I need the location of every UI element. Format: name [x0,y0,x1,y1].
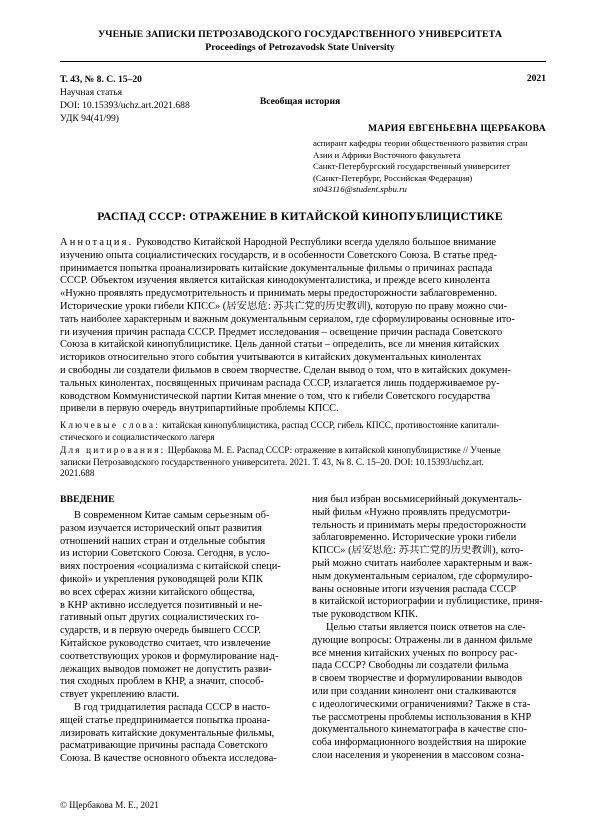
citation: Для цитирования: Щербакова М. Е. Распад СССР: отражение в китайской кинопублицистике // Ученые записки Петрозаводского государственного университета. 2021. Т. 43, № 8. С. 15–20. DOI: 10.15393/uchz.art. 2021.688 [60,445,546,480]
abstract-line: привели в первую очередь внутрипартийные проблемы КПСС. [60,403,339,415]
keywords-line: стического и социалистического лагеря [60,431,215,442]
paragraph-line: разом изучается исторический опыт развития [60,522,262,534]
paragraph-line: все мнения китайских ученых по вопросу рас- [312,647,518,659]
citation-line: записки Петрозаводского государственного университета. 2021. Т. 43, № 8. С. 15–20. DOI: 10.15393/uchz.art. [60,456,484,467]
paragraph-line: сударств, и в первую очередь бывшего СССР. [60,625,262,637]
paragraph-line: документального кинематографа в качестве спо- [312,724,527,736]
paragraph-line: с идеологическими ограничениями? Также в ста- [312,698,531,710]
paragraph-line: ным документальным сериалом, где сформулиро- [312,570,533,582]
article-type: Научная статья [60,87,123,98]
paragraph-line: расматривающие причины распада Советского [60,740,268,752]
affiliation-line: аспирант кафедры теории общественного развития стран [313,138,528,148]
citation-label: Для цитирования: [60,445,166,455]
paragraph-line: В год тридцатилетия распада СССР в насто- [74,701,270,713]
abstract-line: изучению опыта социалистических государств, и в особенности Советского Союза. В статье пред- [60,249,497,261]
article-title: РАСПАД СССР: ОТРАЖЕНИЕ В КИТАЙСКОЙ КИНОПУБЛИЦИСТИКЕ [97,210,503,223]
paragraph-line: тье рассмотрены проблемы использования в КНР [312,711,532,723]
paragraph-line: фикой» и укрепления руководящей роли КПК [60,573,263,585]
paragraph-line: ния был избран восьмисерийный документаль- [312,494,522,505]
paragraph-line: ваны основные итоги изучения распада СССР [312,583,517,595]
section-heading-intro: ВВЕДЕНИЕ [60,494,115,505]
paragraph-line: или при создании кинолент они сталкиваются [312,685,517,697]
paragraph-line: Китайское руководство считает, что извлечение [60,637,271,649]
section-name: Всеобщая история [259,96,341,107]
paragraph-line: гативный опыт других социалистических го- [60,612,260,624]
udk: УДК 94(41/99) [60,113,119,124]
affiliation-line: Азии и Африки Восточного факультета [313,149,461,160]
paragraph-line: Союза. В качестве основного объекта исследова- [60,753,277,765]
keywords: Ключевые слова: китайская кинопублицистика, распад СССР, гибель КПСС, противостояние капитали- стического и социалистического лагеря [60,420,546,443]
abstract-line-0: Аннотация. Руководство Китайской Народной Республики всегда уделяло большое внимание [60,237,496,248]
paragraph-line: ящей статье предпринимается попытка проана- [60,714,271,726]
paragraph-line: Целью статьи является поиск ответов на сле- [326,621,526,633]
paragraph-line: заблаговременно. Исторические уроки гибели [312,532,517,544]
author-email[interactable]: st043116@student.spbu.ru [313,184,407,194]
header-divider [60,61,546,62]
abstract-line: СССР. Объектом изучения является китайская кинодокументалистика, и прежде всего кинолента [60,275,491,287]
paragraph-line: ствует укреплению власти. [60,689,180,701]
right-column [312,494,548,763]
abstract-line: историков относительно этого события учитываются в китайских документальных кинолентах [60,352,482,364]
author-name: МАРИЯ ЕВГЕНЬЕВНА ЩЕРБАКОВА [368,123,546,134]
paragraph-line: соба информационного воздействия на широкие [312,737,527,749]
paragraph-line: тые руководством КПК. [312,609,418,621]
paragraph-line: ный фильм «Нужно проявлять предусмотри- [312,506,511,518]
abstract [60,237,546,416]
abstract-line: Союза в китайской кинопублицистике. Цель данной статьи – определить, все ли мнения китайских [60,339,500,351]
year: 2021 [526,73,546,84]
abstract-line: «Нужно проявлять предусмотрительность и принимать меры предосторожности заблаговременно. [60,288,498,300]
abstract-line: ководством Коммунистической партии Китая мнение о том, что к гибели Советского государства [60,390,491,402]
paragraph-line: дующие вопросы: Отражены ли в данном фильме [312,634,533,646]
paragraph-line: во всех сферах жизни китайского общества, [60,586,255,598]
paragraph-line: в китайской историографии и публицистике, приня- [312,596,543,608]
paragraph-line: тия сходных проблем в КНР, а значит, способ- [60,676,264,688]
volume-info: Т. 43, № 8. С. 15–20 [60,74,142,85]
paragraph-line: виях построения «социализма с китайской специ- [60,561,281,573]
journal-title-en: Proceedings of Petrozavodsk State University [205,42,395,53]
abstract-line: Исторические уроки гибели КПСС» (居安思危: 苏共亡党的历史教训), которую по праву можно счи- [60,300,508,312]
keywords-label: Ключевые слова: [60,420,160,430]
paragraph-line: отношений наших стран и отдельные события [60,535,266,547]
abstract-label: Аннотация. [60,237,134,248]
paragraph-line: в КНР активно исследуется позитивный и не- [60,599,263,611]
paragraph-line: слои населения и укоренения в массовом созна- [312,749,525,761]
paragraph-line: пада СССР? Свободны ли создатели фильма [312,660,509,672]
paragraph-line: соответствующих уроков и формулирование над- [60,650,279,662]
paragraph-line: рый можно считать наиболее характерным и важ- [312,557,533,569]
affiliation-line: Санкт-Петербургский государственный университет [313,161,510,171]
abstract-line: тальных кинолентах, посвященных причинам распада СССР, излагается лишь поддерживаемое ру- [60,377,500,389]
affiliation-line: (Санкт-Петербург, Российская Федерация) [313,172,473,183]
doi: DOI: 10.15393/uchz.art.2021.688 [60,100,190,111]
paragraph-line: в своем творчестве и формулировании выводов [312,673,523,685]
paragraph-line: КПСС» (居安思危: 苏共亡党的历史教训), кото- [312,545,524,557]
abstract-line: ги изучения причин распада СССР. Предмет исследования – освещение причин распада Советского [60,326,503,338]
abstract-line: и свободны ли создатели фильмов в своем творчестве. Сделан вывод о том, что в китайских докумен- [60,364,511,376]
left-column [60,510,296,766]
abstract-line: принимается попытка проанализировать китайские документальные фильмы о причинах распада [60,262,493,274]
abstract-line: тать наиболее характерным и важным документальным сериалом, где сформулированы основные ито- [60,313,515,325]
paragraph-line: из истории Советского Союза. Сегодня, в усло- [60,548,270,560]
paragraph-line: В современном Китае самым серьезным об- [74,510,270,521]
copyright: © Щербакова М. Е., 2021 [60,800,159,810]
journal-title-ru: УЧЕНЫЕ ЗАПИСКИ ПЕТРОЗАВОДСКОГО ГОСУДАРСТВЕННОГО УНИВЕРСИТЕТА [97,29,502,40]
paragraph-line: лежащих выводов поможет не допустить разви- [60,663,272,675]
paragraph-line: тельность и принимать меры предосторожности [312,519,527,531]
paragraph-line: лизировать китайские документальные фильмы, [60,727,275,739]
citation-line: 2021.688 [60,468,95,478]
